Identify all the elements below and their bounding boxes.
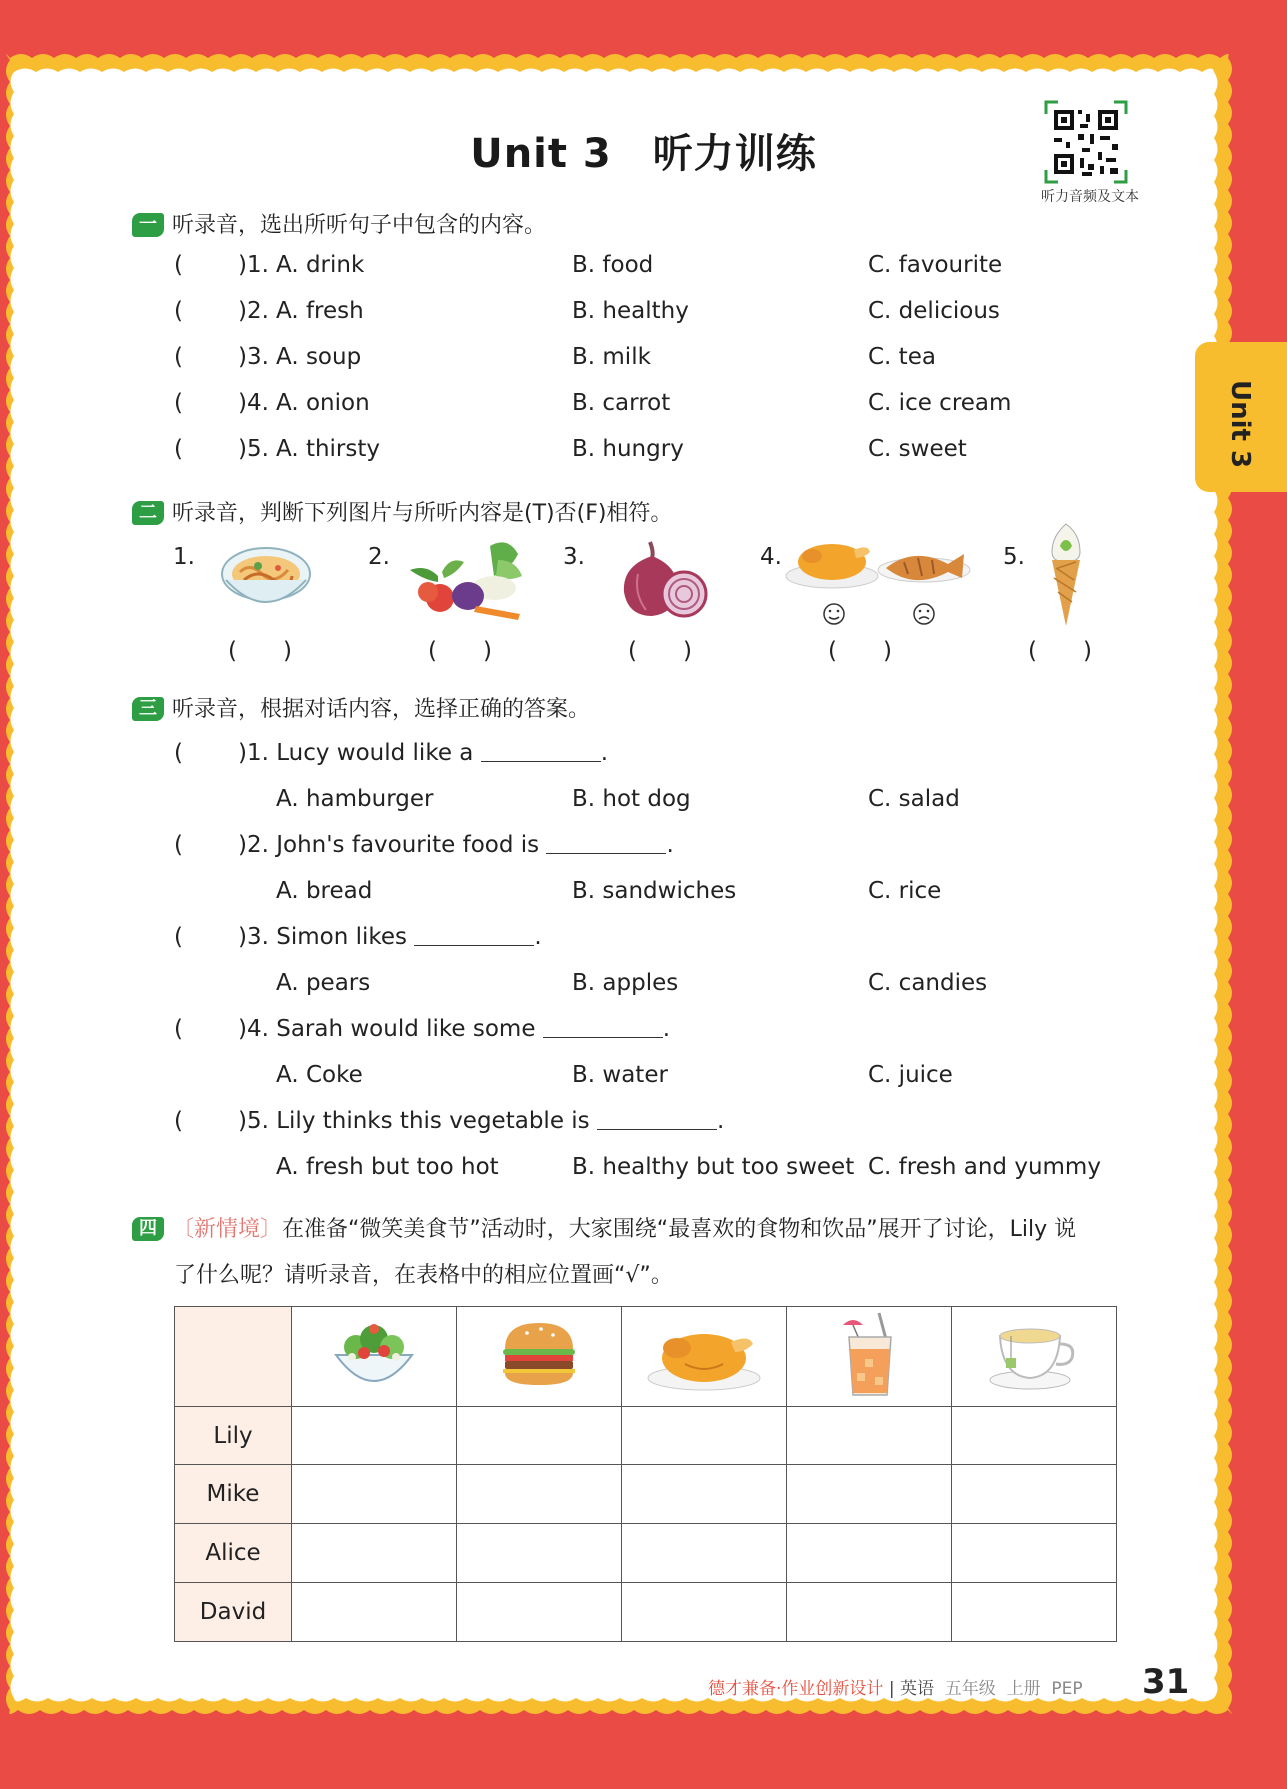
footer: 德才兼备·作业创新设计 | 英语 五年级 上册 PEP <box>708 1679 1083 1699</box>
option-b[interactable]: B. healthy but too sweet <box>572 1154 855 1180</box>
answer-parens[interactable]: ( ) <box>228 638 292 664</box>
option-c[interactable]: C. favourite <box>868 252 1003 278</box>
option-c[interactable]: C. fresh and yummy <box>868 1154 1101 1180</box>
answer-cell[interactable] <box>292 1407 457 1465</box>
option-b[interactable]: B. hungry <box>572 436 684 462</box>
question-stem-text: )3. Simon likes <box>238 924 407 950</box>
section-1-instruction: 听录音，选出所听句子中包含的内容。 <box>172 213 547 238</box>
table-row <box>175 1407 1117 1465</box>
question-stem-end: . <box>600 740 609 766</box>
option-c[interactable]: C. juice <box>868 1062 953 1088</box>
section-1-heading <box>132 208 546 239</box>
footer-term: 上册 <box>1006 1679 1041 1699</box>
option-c[interactable]: C. rice <box>868 878 942 904</box>
table-header-cell <box>622 1307 787 1407</box>
footer-grade: 五年级 <box>944 1679 996 1699</box>
answer-cell[interactable] <box>457 1583 622 1642</box>
option-b[interactable]: B. milk <box>572 344 651 370</box>
question-stem <box>238 740 608 766</box>
option-a[interactable]: A. hamburger <box>276 786 434 812</box>
option-a[interactable]: A. pears <box>276 970 371 996</box>
chicken-and-fish-icon <box>784 538 974 636</box>
onion-icon <box>618 538 710 620</box>
option-c[interactable]: C. salad <box>868 786 960 812</box>
question-stem-text: )5. Lily thinks this vegetable is <box>238 1108 590 1134</box>
section-4-instruction-line2: 了什么呢？请听录音，在表格中的相应位置画“√”。 <box>174 1263 673 1288</box>
fill-blank[interactable] <box>546 833 666 854</box>
option-b[interactable]: B. apples <box>572 970 679 996</box>
section-3-heading <box>132 692 590 723</box>
question-stem <box>238 924 542 950</box>
option-c[interactable]: C. candies <box>868 970 988 996</box>
question-stem <box>238 832 674 858</box>
answer-paren-open[interactable]: ( <box>174 298 183 324</box>
picture-number: 4. <box>760 544 782 570</box>
option-c[interactable]: C. sweet <box>868 436 967 462</box>
new-context-tag: 〔新情境〕 <box>172 1217 283 1242</box>
answer-cell[interactable] <box>787 1524 952 1583</box>
fill-blank[interactable] <box>414 925 534 946</box>
option-a[interactable]: A. fresh but too hot <box>276 1154 499 1180</box>
row-name-cell: Lily <box>175 1407 292 1465</box>
answer-cell[interactable] <box>622 1407 787 1465</box>
option-a[interactable]: A. bread <box>276 878 373 904</box>
side-tab-label: Unit 3 <box>1225 380 1255 469</box>
question-stem-text: )4. Sarah would like some <box>238 1016 536 1042</box>
option-b[interactable]: B. food <box>572 252 654 278</box>
option-a[interactable]: A. soup <box>276 344 362 370</box>
section-badge: 一 <box>132 213 164 237</box>
answer-cell[interactable] <box>952 1583 1117 1642</box>
table-header-cell <box>457 1307 622 1407</box>
favourite-food-table <box>174 1306 1117 1642</box>
footer-edition: PEP <box>1051 1679 1083 1699</box>
answer-paren-open[interactable]: ( <box>174 740 183 766</box>
picture-number: 3. <box>563 544 585 570</box>
ice-cream-cone-icon <box>1046 522 1086 628</box>
option-a[interactable]: A. Coke <box>276 1062 363 1088</box>
question-number: )3. <box>238 344 269 370</box>
question-stem <box>238 1108 724 1134</box>
unit-side-tab[interactable] <box>1195 342 1287 492</box>
option-b[interactable]: B. hot dog <box>572 786 691 812</box>
option-a[interactable]: A. thirsty <box>276 436 381 462</box>
qr-code-icon[interactable] <box>1044 100 1128 184</box>
question-number: )2. <box>238 298 269 324</box>
answer-parens[interactable]: ( ) <box>628 638 692 664</box>
option-b[interactable]: B. carrot <box>572 390 671 416</box>
page-number: 31 <box>1142 1662 1190 1702</box>
row-name-cell: David <box>175 1583 292 1642</box>
picture-number: 5. <box>1003 544 1025 570</box>
answer-paren-open[interactable]: ( <box>174 344 183 370</box>
answer-cell[interactable] <box>787 1407 952 1465</box>
answer-cell[interactable] <box>622 1583 787 1642</box>
answer-cell[interactable] <box>952 1407 1117 1465</box>
answer-paren-open[interactable]: ( <box>174 1108 183 1134</box>
answer-cell[interactable] <box>292 1524 457 1583</box>
section-3-instruction: 听录音，根据对话内容，选择正确的答案。 <box>172 697 591 722</box>
noodle-soup-bowl-icon <box>218 544 314 620</box>
answer-cell[interactable] <box>457 1407 622 1465</box>
picture-number: 2. <box>368 544 390 570</box>
table-header-cell <box>952 1307 1117 1407</box>
tea-icon <box>986 1314 1082 1394</box>
answer-paren-open[interactable]: ( <box>174 252 183 278</box>
option-a[interactable]: A. drink <box>276 252 365 278</box>
row-name-cell: Alice <box>175 1524 292 1583</box>
answer-paren-open[interactable]: ( <box>174 436 183 462</box>
answer-paren-open[interactable]: ( <box>174 1016 183 1042</box>
answer-paren-open[interactable]: ( <box>174 832 183 858</box>
footer-subject: 英语 <box>899 1679 934 1699</box>
section-badge: 三 <box>132 697 164 721</box>
qr-label: 听力音频及文本 <box>1041 189 1139 205</box>
question-number: )4. <box>238 390 269 416</box>
section-2-instruction: 听录音，判断下列图片与所听内容是(T)否(F)相符。 <box>172 501 673 526</box>
question-stem-text: )1. Lucy would like a <box>238 740 474 766</box>
fill-blank[interactable] <box>543 1017 663 1038</box>
option-a[interactable]: A. onion <box>276 390 370 416</box>
salad-icon <box>326 1311 422 1397</box>
question-stem-end: . <box>666 832 674 858</box>
question-stem-end: . <box>716 1108 725 1134</box>
page-title: Unit 3 听力训练 <box>470 131 817 177</box>
section-4-heading <box>132 1212 1076 1243</box>
juice-icon <box>829 1309 909 1399</box>
option-b[interactable]: B. water <box>572 1062 668 1088</box>
answer-paren-open[interactable]: ( <box>174 924 183 950</box>
answer-cell[interactable] <box>457 1524 622 1583</box>
answer-cell[interactable] <box>952 1524 1117 1583</box>
answer-parens[interactable]: ( ) <box>828 638 892 664</box>
option-b[interactable]: B. healthy <box>572 298 689 324</box>
row-name-cell: Mike <box>175 1465 292 1524</box>
option-c[interactable]: C. ice cream <box>868 390 1012 416</box>
question-number: )5. <box>238 436 269 462</box>
question-number: )1. <box>238 252 269 278</box>
section-badge: 四 <box>132 1217 164 1241</box>
answer-cell[interactable] <box>292 1465 457 1524</box>
answer-cell[interactable] <box>952 1465 1117 1524</box>
question-stem-text: )2. John's favourite food is <box>238 832 540 858</box>
option-c[interactable]: C. tea <box>868 344 936 370</box>
fill-blank[interactable] <box>481 741 601 762</box>
picture-number: 1. <box>173 544 195 570</box>
table-row <box>175 1583 1117 1642</box>
roast-chicken-icon <box>645 1314 763 1394</box>
question-stem-end: . <box>534 924 542 950</box>
answer-paren-open[interactable]: ( <box>174 390 183 416</box>
option-b[interactable]: B. sandwiches <box>572 878 737 904</box>
table-header-row <box>175 1307 1117 1407</box>
answer-cell[interactable] <box>457 1465 622 1524</box>
section-badge: 二 <box>132 501 164 525</box>
question-stem-end: . <box>662 1016 671 1042</box>
option-c[interactable]: C. delicious <box>868 298 1000 324</box>
answer-cell[interactable] <box>292 1583 457 1642</box>
table-row <box>175 1524 1117 1583</box>
answer-parens[interactable]: ( ) <box>428 638 492 664</box>
table-header-cell <box>292 1307 457 1407</box>
table-row <box>175 1465 1117 1524</box>
answer-cell[interactable] <box>787 1583 952 1642</box>
table-corner-cell <box>175 1307 292 1407</box>
fill-blank[interactable] <box>597 1109 717 1130</box>
answer-cell[interactable] <box>622 1524 787 1583</box>
section-4-instruction-line1: 在准备“微笑美食节”活动时，大家围绕“最喜欢的食物和饮品”展开了讨论，Lily 说 <box>282 1217 1077 1242</box>
question-stem <box>238 1016 670 1042</box>
vegetables-icon <box>398 536 532 626</box>
table-header-cell <box>787 1307 952 1407</box>
section-2-heading <box>132 496 672 527</box>
footer-brand: 德才兼备·作业创新设计 <box>708 1679 884 1699</box>
option-a[interactable]: A. fresh <box>276 298 364 324</box>
answer-cell[interactable] <box>622 1465 787 1524</box>
answer-parens[interactable]: ( ) <box>1028 638 1092 664</box>
answer-cell[interactable] <box>787 1465 952 1524</box>
hamburger-icon <box>499 1319 579 1389</box>
